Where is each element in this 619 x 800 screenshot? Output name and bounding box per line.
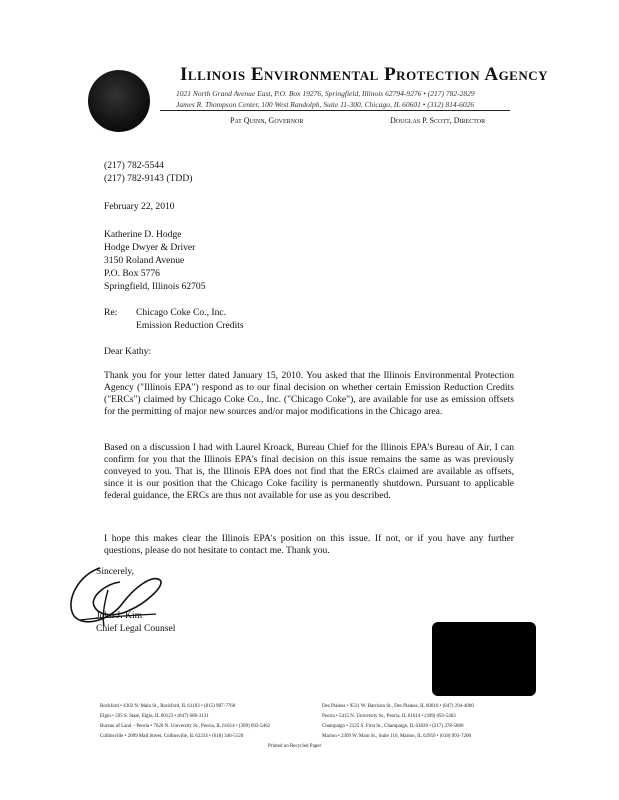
- tdd-number: (217) 782-9143 (TDD): [104, 173, 193, 184]
- salutation: Dear Kathy:: [104, 346, 152, 357]
- footer-office-peoria: Peoria • 5415 N. University St., Peoria, IL 61614 • (309) 693-5463: [322, 714, 456, 719]
- paragraph-request: Thank you for your letter dated January 15, 2010. You asked that the Illinois Environmental Protection Agency ("Illinois EPA") respond as to our final decision on whether certain Emission Reduction Credits ("ERCs") claimed by Chicago Coke Co., Inc. ("Chicago Coke"), are available for use as emission offsets for the permitting of major new sources and/or major modifications in the Chicago area.: [104, 370, 514, 417]
- footer-office-collinsville: Collinsville • 2009 Mall Street, Collinsville, IL 62234 • (618) 346-5120: [100, 734, 244, 739]
- agency-seal-icon: [88, 70, 150, 132]
- signer-name: John J. Kim: [96, 610, 143, 621]
- footer-office-elgin: Elgin • 595 S. State, Elgin, IL 60123 • (847) 608-3131: [100, 714, 209, 719]
- address-line-chicago: James R. Thompson Center, 100 West Randolph, Suite 11-300, Chicago, IL 60601 • (312) 814-6026: [176, 100, 475, 109]
- closing: Sincerely,: [96, 566, 135, 577]
- re-line-subject: Emission Reduction Credits: [136, 320, 244, 331]
- paragraph-decision: Based on a discussion I had with Laurel Kroack, Bureau Chief for the Illinois EPA's Bureau of Air, I can confirm for you that the Illinois EPA's final decision on this issue remains the same as was previously conveyed to you. That is, the Illinois EPA does not find that the ERCs claimed are available as offsets, since it is our position that the Chicago Coke facility is permanently shutdown. Pursuant to applicable federal guidance, the ERCs are thus not available for use as you described.: [104, 442, 514, 501]
- recipient-street: 3150 Roland Avenue: [104, 255, 185, 266]
- recipient-name: Katherine D. Hodge: [104, 229, 182, 240]
- recipient-po-box: P.O. Box 5776: [104, 268, 160, 279]
- footer-office-marion: Marion • 2309 W. Main St., Suite 116, Marion, IL 62959 • (618) 993-7200: [322, 734, 471, 739]
- signer-title: Chief Legal Counsel: [96, 623, 176, 634]
- recycled-paper-note: Printed on Recycled Paper: [268, 744, 322, 749]
- re-line-company: Chicago Coke Co., Inc.: [136, 307, 227, 318]
- address-line-springfield: 1021 North Grand Avenue East, P.O. Box 19276, Springfield, Illinois 62794-9276 • (217) 782-2829: [176, 89, 475, 98]
- recipient-city: Springfield, Illinois 62705: [104, 281, 206, 292]
- director-name: Douglas P. Scott, Director: [390, 116, 486, 125]
- phone-number: (217) 782-5544: [104, 160, 164, 171]
- recipient-firm: Hodge Dwyer & Driver: [104, 242, 196, 253]
- letter-date: February 22, 2010: [104, 201, 175, 212]
- footer-office-champaign: Champaign • 2125 S. First St., Champaign, IL 61820 • (217) 278-5800: [322, 724, 464, 729]
- re-label: Re:: [104, 307, 118, 318]
- footer-office-des-plaines: Des Plaines • 9511 W. Harrison St., Des Plaines, IL 60016 • (847) 294-4000: [322, 704, 474, 709]
- governor-name: Pat Quinn, Governor: [230, 116, 304, 125]
- footer-office-bol-peoria: Bureau of Land – Peoria • 7620 N. University St., Peoria, IL 61614 • (309) 693-5462: [100, 724, 271, 729]
- paragraph-closing: I hope this makes clear the Illinois EPA's position on this issue. If not, or if you have any further questions, please do not hesitate to contact me. Thank you.: [104, 533, 514, 556]
- footer-office-rockford: Rockford • 4302 N. Main St., Rockford, IL 61103 • (815) 987-7760: [100, 704, 236, 709]
- letterhead-divider: [160, 110, 510, 111]
- agency-name: Illinois Environmental Protection Agency: [180, 64, 549, 85]
- redaction-block: [432, 622, 536, 696]
